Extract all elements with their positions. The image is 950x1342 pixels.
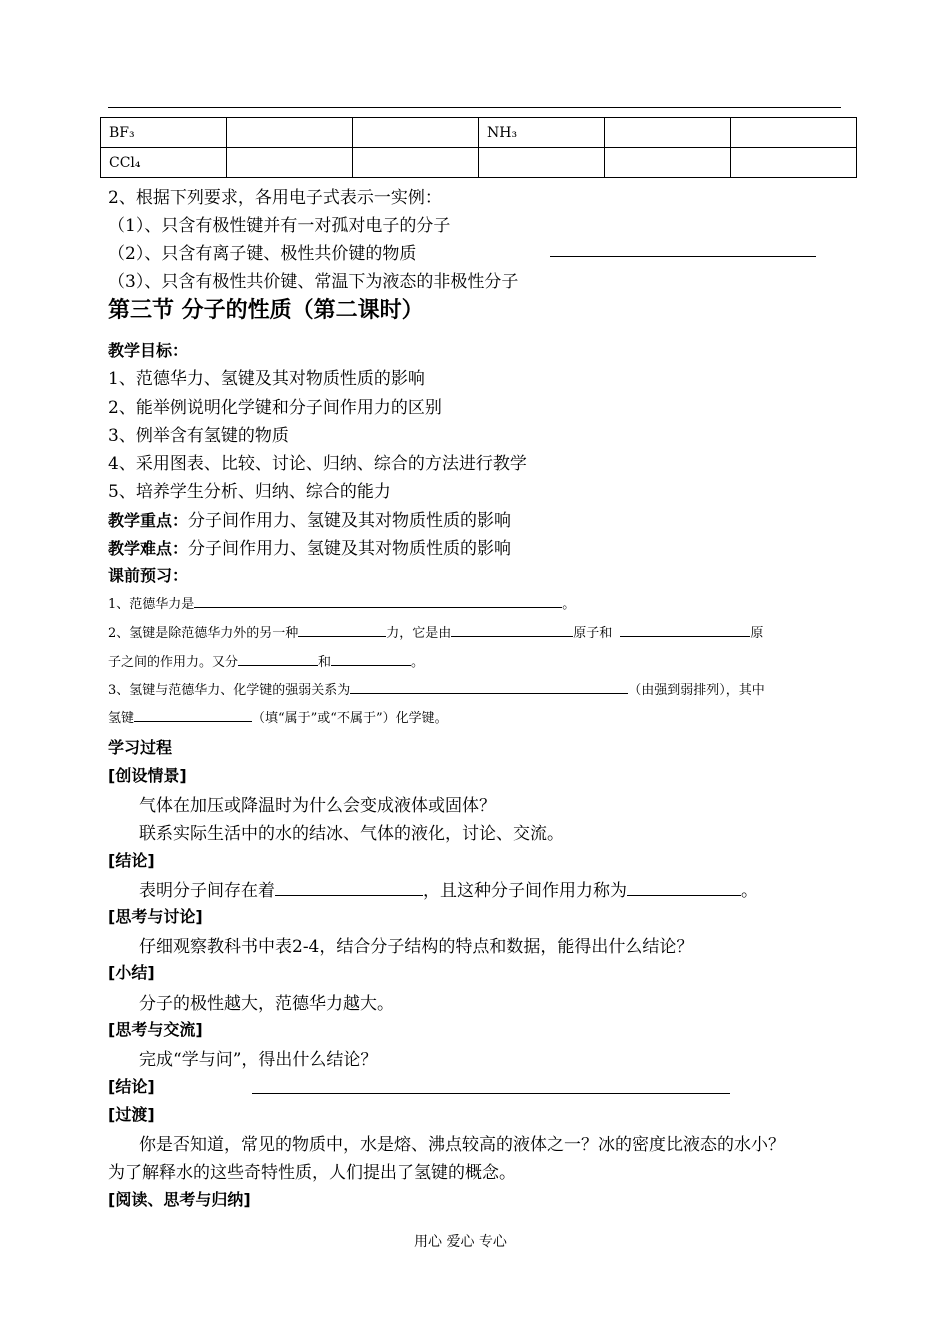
goals-heading: 教学目标： <box>108 341 189 360</box>
molecule-table <box>100 117 857 178</box>
fill-blank[interactable] <box>238 651 318 666</box>
section-tag: [创设情景] <box>108 766 187 785</box>
table-cell <box>353 148 479 178</box>
paragraph-line: 仔细观察教科书中表2-4，结合分子结构的特点和数据，能得出什么结论？ <box>139 937 694 957</box>
table-row <box>101 148 857 178</box>
fill-blank[interactable] <box>627 881 741 896</box>
preview-text: 原子和 <box>573 626 613 641</box>
fill-blank[interactable] <box>298 622 386 637</box>
preview-text: 力，它是由 <box>386 626 452 641</box>
difficulty-label: 教学难点： <box>108 539 189 558</box>
goal-item: 3、例举含有氢键的物质 <box>108 426 289 446</box>
question-2-title: 2、根据下列要求，各用电子式表示一实例： <box>108 188 442 208</box>
preview-text: 氢键 <box>108 711 135 726</box>
table-cell <box>227 118 353 148</box>
question-2-item: （2）、只含有离子键、极性共价键的物质 <box>108 244 417 264</box>
section-tag: [阅读、思考与归纳] <box>108 1190 251 1209</box>
fill-blank[interactable] <box>451 622 573 637</box>
paragraph-text: ，且这种分子间作用力称为 <box>423 881 627 901</box>
table-cell <box>605 118 731 148</box>
goal-item: 1、范德华力、氢键及其对物质性质的影响 <box>108 369 425 389</box>
paragraph-line: 分子的极性越大，范德华力越大。 <box>139 994 394 1014</box>
process-heading: 学习过程 <box>108 738 173 757</box>
page-footer: 用心 爱心 专心 <box>414 1234 507 1250</box>
fill-blank[interactable] <box>350 679 628 694</box>
preview-text: （填“属于”或“不属于”）化学键。 <box>252 711 448 726</box>
preview-text: 1、范德华力是 <box>108 597 195 612</box>
fill-blank[interactable] <box>134 707 252 722</box>
table-row <box>101 118 857 148</box>
fill-blank[interactable] <box>275 881 423 896</box>
section-tag: [结论] <box>108 1077 155 1096</box>
preview-q2-line2 <box>108 651 424 670</box>
preview-text: 2、氢键是除范德华力外的另一种 <box>108 626 299 641</box>
paragraph-line: 联系实际生活中的水的结冰、气体的液化，讨论、交流。 <box>139 824 564 844</box>
table-cell <box>731 118 857 148</box>
answer-line[interactable] <box>252 1093 730 1094</box>
preview-text: 。 <box>411 655 425 670</box>
preview-text: 和 <box>318 655 332 670</box>
question-2-item: （1）、只含有极性键并有一对孤对电子的分子 <box>108 216 451 236</box>
difficulty-text: 分子间作用力、氢键及其对物质性质的影响 <box>188 539 512 559</box>
preview-q1 <box>108 593 575 612</box>
paragraph-line: 你是否知道，常见的物质中，水是熔、沸点较高的液体之一？冰的密度比液态的水小？ <box>139 1135 785 1155</box>
preview-text: （由强到弱排列），其中 <box>628 683 765 698</box>
preview-text: 。 <box>562 597 576 612</box>
paragraph-text: 。 <box>741 881 758 901</box>
answer-line <box>550 256 816 257</box>
table-cell <box>479 148 605 178</box>
preview-text: 子之间的作用力。又分 <box>108 655 239 670</box>
top-rule <box>108 107 841 108</box>
difficulty <box>108 534 511 559</box>
table-cell: CCl₄ <box>101 148 227 178</box>
preview-q3 <box>108 679 765 698</box>
preview-q2 <box>108 622 763 641</box>
preview-heading: 课前预习： <box>108 566 189 585</box>
table-cell <box>227 148 353 178</box>
fill-blank[interactable] <box>620 622 750 637</box>
key-point-label: 教学重点： <box>108 511 189 530</box>
goal-item: 2、能举例说明化学键和分子间作用力的区别 <box>108 398 442 418</box>
section-tag: [结论] <box>108 851 155 870</box>
paragraph-line: 为了解释水的这些奇特性质，人们提出了氢键的概念。 <box>108 1163 516 1183</box>
preview-q3-line2 <box>108 707 448 726</box>
goal-item: 4、采用图表、比较、讨论、归纳、综合的方法进行教学 <box>108 454 527 474</box>
section-tag: [思考与交流] <box>108 1020 203 1039</box>
section-tag: [小结] <box>108 963 155 982</box>
goal-item: 5、培养学生分析、归纳、综合的能力 <box>108 482 391 502</box>
section-title: 第三节 分子的性质（第二课时） <box>108 298 424 323</box>
key-point-text: 分子间作用力、氢键及其对物质性质的影响 <box>188 511 512 531</box>
fill-blank[interactable] <box>331 651 411 666</box>
section-tag: [过渡] <box>108 1105 155 1124</box>
table-cell <box>353 118 479 148</box>
paragraph-line: 气体在加压或降温时为什么会变成液体或固体？ <box>139 796 496 816</box>
paragraph-line: 完成“学与问”，得出什么结论？ <box>139 1050 378 1070</box>
paragraph-text: 表明分子间存在着 <box>139 881 275 901</box>
question-2-item: （3）、只含有极性共价键、常温下为液态的非极性分子 <box>108 272 519 292</box>
table-cell <box>731 148 857 178</box>
section-tag: [思考与讨论] <box>108 907 203 926</box>
key-point <box>108 506 511 531</box>
preview-text: 原 <box>750 626 764 641</box>
table-cell: NH₃ <box>479 118 605 148</box>
table-cell: BF₃ <box>101 118 227 148</box>
conclusion-line <box>139 876 758 901</box>
preview-text: 3、氢键与范德华力、化学键的强弱关系为 <box>108 683 351 698</box>
fill-blank[interactable] <box>194 593 562 608</box>
table-cell <box>605 148 731 178</box>
